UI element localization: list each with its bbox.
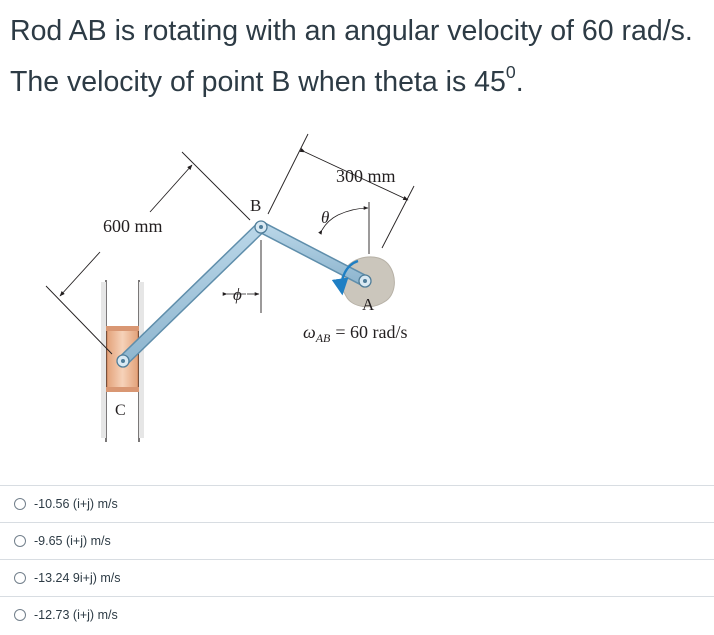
answer-option-2[interactable]: [0, 522, 714, 559]
answer-label: -9.65 (i+j) m/s: [34, 534, 111, 548]
dim-300-ext-left: [268, 134, 308, 214]
rod-ab-fill: [261, 227, 365, 281]
collar-block-top-cap: [106, 326, 139, 331]
label-omega-ab: [303, 322, 408, 345]
label-omega-value: = 60 rad/s: [335, 322, 408, 342]
degree-superscript: 0: [505, 61, 516, 82]
radio-button[interactable]: [14, 498, 26, 510]
answer-options: [0, 485, 714, 633]
answer-label: -12.73 (i+j) m/s: [34, 608, 118, 622]
radio-button[interactable]: [14, 609, 26, 621]
answer-option-1[interactable]: [0, 485, 714, 522]
label-point-a: A: [362, 295, 375, 314]
dim-600-ext-top: [182, 152, 250, 220]
question-text-main: Rod AB is rotating with an angular velocity of 60 rad/s. The velocity of point B when theta is 45: [10, 15, 693, 98]
label-theta: θ: [321, 208, 330, 227]
theta-arc: [338, 208, 368, 215]
radio-button[interactable]: [14, 535, 26, 547]
mechanism-figure: [0, 128, 714, 458]
label-omega-subscript: AB: [315, 331, 331, 345]
answer-option-3[interactable]: [0, 559, 714, 596]
dim-600-line-lower: [60, 252, 100, 296]
slot-guide-right-hatch: [139, 282, 144, 438]
answer-option-4[interactable]: [0, 596, 714, 633]
pin-c-center: [121, 359, 125, 363]
slot-guide-left-hatch: [101, 282, 106, 438]
question-text: [10, 6, 700, 108]
pin-a-center: [363, 279, 367, 283]
question-text-end: .: [515, 66, 524, 98]
radio-button[interactable]: [14, 572, 26, 584]
pin-b-center: [259, 225, 263, 229]
label-omega-symbol: ω: [303, 322, 316, 342]
label-point-c: C: [115, 402, 126, 419]
label-600-mm: 600 mm: [103, 216, 163, 236]
collar-block-bottom-cap: [106, 387, 139, 392]
label-300-mm: 300 mm: [336, 166, 396, 186]
label-point-b: B: [250, 196, 262, 215]
mechanism-diagram: [0, 128, 714, 458]
label-phi: ϕ: [233, 285, 242, 304]
dim-600-line-upper: [150, 165, 192, 212]
answer-label: -13.24 9i+j) m/s: [34, 571, 121, 585]
answer-label: -10.56 (i+j) m/s: [34, 497, 118, 511]
